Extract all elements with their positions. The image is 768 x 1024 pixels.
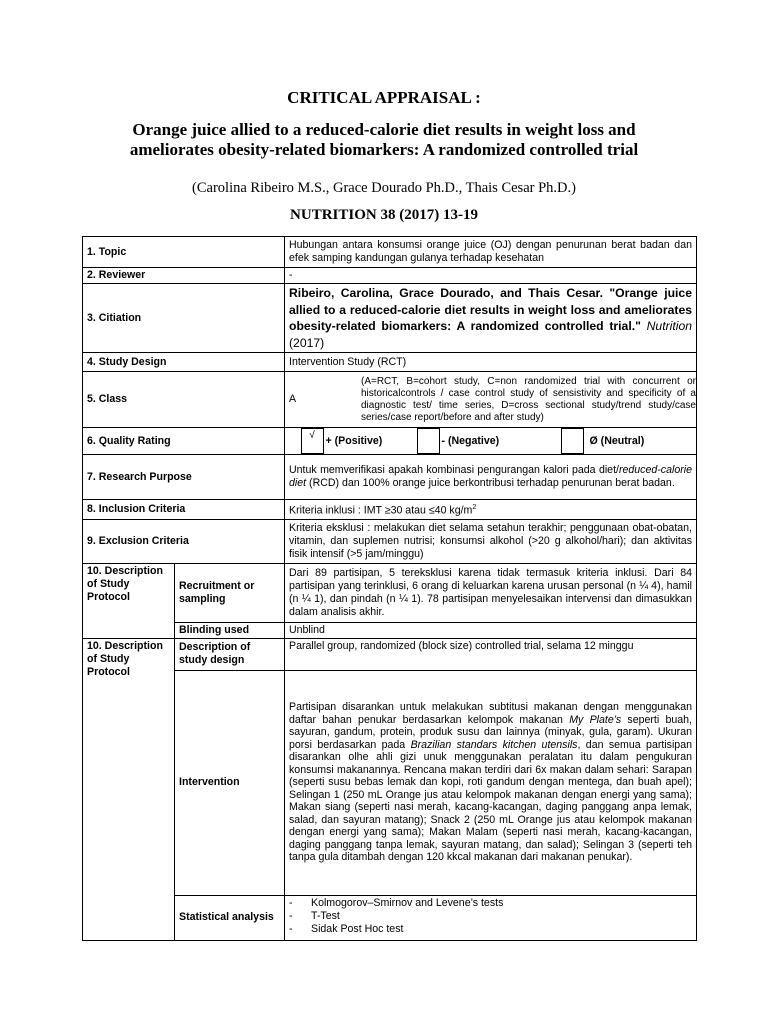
row-class [83, 372, 697, 428]
citation-label: 3. Citiation [83, 284, 285, 353]
row-study-design [83, 353, 697, 372]
row-research-purpose [83, 455, 697, 500]
topic-value: Hubungan antara konsumsi orange juice (OJ) dengan penurunan berat badan dan efek samping kandungan gulanya terhadap kesehatan [285, 237, 697, 268]
exclusion-label: 9. Exclusion Criteria [83, 519, 285, 563]
row-intervention [83, 670, 697, 895]
list-item [289, 910, 692, 923]
row-blinding [83, 622, 697, 638]
row-inclusion [83, 500, 697, 520]
positive-checkbox[interactable]: √ [301, 429, 323, 454]
protocol-label-2: 10. Description of Study Protocol [83, 638, 175, 940]
design-description-value: Parallel group, randomized (block size) controlled trial, selama 12 minggu [285, 638, 697, 670]
neutral-checkbox[interactable] [561, 429, 583, 454]
blinding-label: Blinding used [175, 622, 285, 638]
purpose-value [285, 455, 697, 500]
paper-title-line-1: Orange juice allied to a reduced-calorie diet results in weight loss and [132, 120, 636, 139]
class-inner [285, 376, 696, 424]
design-description-label: Description of study design [175, 638, 285, 670]
bullet-dash: - [289, 922, 293, 935]
intervention-italic-b: Brazilian standars kitchen utensils [410, 738, 578, 751]
bullet-dash: - [289, 909, 293, 922]
reviewer-label: 2. Reviewer [83, 268, 285, 284]
citation-year: (2017) [289, 335, 325, 350]
class-value-cell [285, 372, 697, 428]
quality-rating-options [289, 428, 692, 454]
citation-value [285, 284, 697, 353]
negative-checkbox[interactable] [417, 429, 439, 454]
inclusion-label: 8. Inclusion Criteria [83, 500, 285, 520]
authors: (Carolina Ribeiro M.S., Grace Dourado Ph.D., Thais Cesar Ph.D.) [192, 180, 576, 196]
row-citation [83, 284, 697, 353]
recruitment-label: Recruitment or sampling [175, 563, 285, 622]
appraisal-table [82, 236, 697, 941]
intervention-value [285, 670, 697, 895]
citation-text: Ribeiro, Carolina, Grace Dourado, and Thais Cesar. "Orange juice allied to a reduced-calorie diet results in weight loss and ameliorates obesity-related biomarkers: A randomized controlled trial." [289, 286, 692, 333]
journal-reference: NUTRITION 38 (2017) 13-19 [290, 207, 478, 223]
intervention-text-c: , dan semua partisipan disarankan olhe ahli gizi unuk menggunakan peralatan itu dalam pengukuran konsumsi makanannya. Rencana makan terdiri dari 6x makan dalam sehari: Sarapan (seperti susu bebas lemak dan kopi, roti gandum dengan mentega, dan buah apel); Selingan 1 (250 mL Orange jus atau kelompok makanan dengan energi yang sama); Makan siang (seperti nasi merah, kacang-kacangan, daging panggang anpa lemak, salad, dan sayuran matang); Snack 2 (250 mL Orange jus atau kelompok makanan dengan energi yang sama); Makan Malam (seperti nasi merah, kacang-kacangan, daging panggang tanpa lemak, sayuran matang, dan salad); Selingan 3 (seperti teh tanpa gula ditambah dengan 120 kkcal makanan dari makanan penukar). [289, 738, 692, 864]
document-title: CRITICAL APPRAISAL : [287, 88, 481, 107]
row-topic [83, 237, 697, 268]
class-value: A [289, 393, 297, 405]
quality-value-cell [285, 428, 697, 455]
study-design-value: Intervention Study (RCT) [285, 353, 697, 372]
purpose-text-1: Untuk memverifikasi apakah kombinasi pengurangan kalori pada diet/ [289, 464, 619, 476]
recruitment-value: Dari 89 partisipan, 5 tereksklusi karena tidak termasuk kriteria inklusi. Dari 84 partisipan yang terinklusi, 6 orang di keluarkan karena urusan personal (n ¼ 4), hamil (n ¼ 1), dan pindah (n ¼ 1). 78 partisipan menyelesaikan intervensi dan dimasukkan dalam analisis akhir. [285, 563, 697, 622]
negative-label: - (Negative) [441, 434, 500, 447]
class-label: 5. Class [83, 372, 285, 428]
statistical-list [289, 897, 692, 936]
statistical-item: Sidak Post Hoc test [311, 922, 404, 935]
quality-label: 6. Quality Rating [83, 428, 285, 455]
topic-label: 1. Topic [83, 237, 285, 268]
reviewer-value: - [285, 268, 697, 284]
class-note: (A=RCT, B=cohort study, C=non randomized trial with concurrent or historicalcontrols / case control study of sensistivity and specificity of a diagnostic test/ time series, D=cross sectional study/trend study/case series/case report/before and after study) [361, 375, 696, 423]
row-reviewer [83, 268, 697, 284]
protocol-label: 10. Description of Study Protocol [83, 563, 175, 638]
inclusion-value [285, 500, 697, 520]
positive-label: + (Positive) [325, 434, 383, 447]
study-design-label: 4. Study Design [83, 353, 285, 372]
purpose-italic: reduced-calorie diet [289, 464, 692, 489]
intervention-italic-a: My Plate’s [569, 713, 622, 726]
statistical-item: T-Test [311, 909, 340, 922]
purpose-text-2: (RCD) dan 100% orange juice berkontribusi terhadap penurunan berat badan. [306, 477, 675, 489]
exclusion-value: Kriteria eksklusi : melakukan diet selama setahun terakhir; penggunaan obat-obatan, vitamin, dan suplemen nutrisi; konsumsi alkohol (>20 g alkohol/hari); dan aktivitas fisik intensif (>5 jam/minggu) [285, 519, 697, 563]
row-statistical-analysis [83, 895, 697, 940]
statistical-label: Statistical analysis [175, 895, 285, 940]
inclusion-text: Kriteria inklusi : IMT ≥30 atau ≤40 kg/m [289, 504, 473, 517]
row-design-description [83, 638, 697, 670]
bullet-dash: - [289, 896, 293, 909]
blinding-value: Unblind [285, 622, 697, 638]
statistical-item: Kolmogorov–Smirnov and Levene’s tests [311, 896, 504, 909]
intervention-text-a: Partisipan disarankan untuk melakukan subtitusi makanan dengan menggunakan daftar bahan penukar berdasarkan kelompok makanan [289, 701, 692, 726]
paper-title [0, 120, 768, 160]
list-item [289, 897, 692, 910]
inclusion-superscript: 2 [472, 504, 477, 511]
paper-title-line-2: ameliorates obesity-related biomarkers: A randomized controlled trial [129, 140, 639, 159]
citation-journal: Nutrition [646, 319, 693, 333]
row-exclusion [83, 519, 697, 563]
purpose-label: 7. Research Purpose [83, 455, 285, 500]
row-recruitment [83, 563, 697, 622]
neutral-label: Ø (Neutral) [589, 434, 645, 447]
row-quality-rating [83, 428, 697, 455]
intervention-label: Intervention [175, 670, 285, 895]
intervention-text-b: seperti buah, sayuran, gandum, protein, produk susu dan lainnya (minyak, gula, garam). Ukuran porsi berdasarkan pada [289, 713, 692, 751]
list-item [289, 923, 692, 936]
statistical-value [285, 895, 697, 940]
